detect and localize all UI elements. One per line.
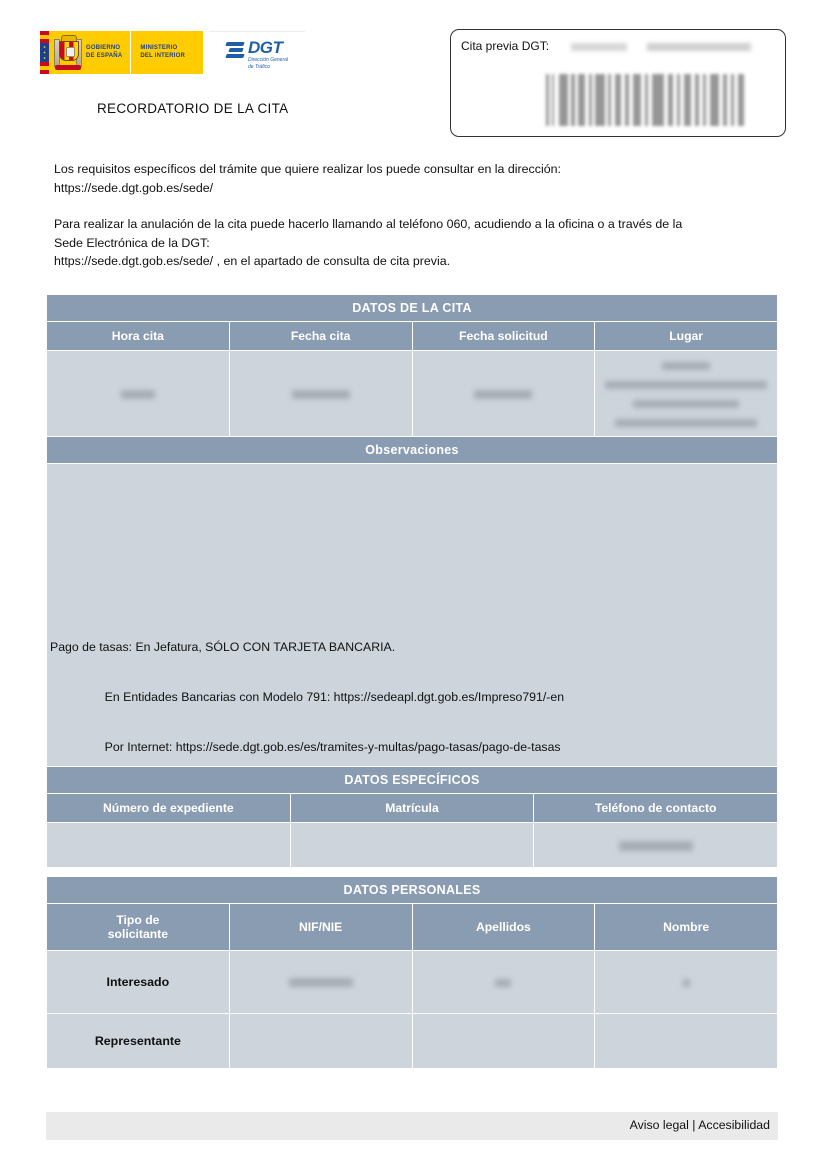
table-band-row (47, 767, 778, 794)
cell-nif-representante (229, 1014, 412, 1069)
barcode-code-value-redacted (571, 43, 627, 51)
apellidos-interesado-redacted (495, 979, 511, 987)
table-row (47, 823, 778, 868)
institutional-logo-strip (40, 31, 305, 74)
table-row (47, 951, 778, 1014)
dgt-subtitle-line-2: de Tráfico (248, 63, 270, 70)
dgt-wordmark: DGT (248, 37, 283, 57)
table-row (47, 1014, 778, 1069)
ministerio-line-1: MINISTERIO (140, 45, 178, 51)
table-band-row (47, 877, 778, 904)
appointment-barcode-box (450, 29, 786, 137)
dgt-subtitle-line-1: Dirección General (248, 56, 289, 63)
spain-coat-of-arms-icon (54, 34, 82, 72)
ministerio-del-interior-logo (131, 31, 203, 74)
intro-paragraph-2-line-3: https://sede.dgt.gob.es/sede/ , en el apartado de consulta de cita previa. (54, 254, 451, 268)
intro-paragraph-1-line-1: Los requisitos específicos del trámite que quiere realizar los puede consultar en la dirección: (54, 162, 561, 176)
cell-tipo-representante: Representante (47, 1014, 230, 1069)
observations-line-1: Pago de tasas: En Jefatura, SÓLO CON TARJETA BANCARIA. (50, 640, 396, 655)
page-footer (46, 1112, 778, 1140)
observations-line-2: En Entidades Bancarias con Modelo 791: https://sedeapl.dgt.gob.es/Impreso791/-en (50, 689, 565, 704)
table-band-row (47, 295, 778, 322)
cell-tipo-interesado: Interesado (47, 951, 230, 1014)
observations-body-cell (47, 464, 778, 776)
intro-paragraph-2-line-1: Para realizar la anulación de la cita puede hacerlo llamando al teléfono 060, acudiendo a la oficina o a través de la (54, 217, 683, 231)
cell-nombre-representante (595, 1014, 778, 1069)
header-nombre: Nombre (595, 904, 778, 951)
hora-cita-value-redacted (121, 390, 155, 399)
cell-hora-cita (47, 351, 230, 438)
cell-apellidos-interesado (412, 951, 595, 1014)
document-header (0, 0, 826, 152)
header-nif-nie: NIF/NIE (229, 904, 412, 951)
ministerio-line-2: DEL INTERIOR (140, 52, 186, 59)
barcode-reference-value-redacted (647, 43, 751, 51)
header-matricula: Matrícula (290, 794, 534, 823)
page-title: RECORDATORIO DE LA CITA (97, 101, 289, 116)
lugar-line-1-redacted (662, 362, 710, 370)
cell-nif-interesado (229, 951, 412, 1014)
intro-paragraph-1-line-2: https://sede.dgt.gob.es/sede/ (54, 180, 214, 195)
gobierno-de-espana-logo (40, 31, 130, 74)
observations-band: Observaciones (47, 437, 778, 464)
header-lugar: Lugar (595, 322, 778, 351)
cell-apellidos-representante (412, 1014, 595, 1069)
header-telefono-contacto: Teléfono de contacto (534, 794, 778, 823)
telefono-value-redacted (619, 841, 693, 851)
gobierno-logo-text (86, 45, 130, 60)
header-fecha-solicitud: Fecha solicitud (412, 322, 595, 351)
dgt-arrows-icon (226, 40, 246, 62)
header-apellidos: Apellidos (412, 904, 595, 951)
cell-telefono-contacto (534, 823, 778, 868)
fecha-solicitud-value-redacted (474, 390, 532, 399)
header-tipo-line-1: Tipo de (116, 913, 160, 927)
footer-links[interactable]: Aviso legal | Accesibilidad (629, 1118, 770, 1132)
table-header-row (47, 904, 778, 951)
cell-matricula (290, 823, 534, 868)
dgt-logo (209, 31, 305, 75)
specific-data-band: DATOS ESPECÍFICOS (47, 767, 778, 794)
lugar-line-2-redacted (605, 381, 767, 389)
nombre-interesado-redacted (683, 979, 690, 987)
cell-fecha-solicitud (412, 351, 595, 438)
header-tipo-solicitante (47, 904, 230, 951)
observations-table (46, 436, 778, 776)
lugar-line-3-redacted (633, 400, 739, 408)
header-tipo-line-2: solicitante (107, 927, 169, 941)
table-row (47, 464, 778, 776)
personal-data-band: DATOS PERSONALES (47, 877, 778, 904)
fecha-cita-value-redacted (292, 390, 350, 399)
specific-data-table (46, 766, 778, 868)
cell-fecha-cita (229, 351, 412, 438)
gobierno-line-1: GOBIERNO (86, 45, 121, 51)
barcode-image (546, 74, 746, 126)
header-hora-cita: Hora cita (47, 322, 230, 351)
intro-text-block (54, 160, 774, 271)
table-header-row (47, 794, 778, 823)
header-numero-expediente: Número de expediente (47, 794, 291, 823)
spain-flag-icon (40, 31, 49, 74)
ministerio-logo-text (140, 45, 193, 60)
observations-line-3: Por Internet: https://sede.dgt.gob.es/es/tramites-y-multas/pago-tasas/pago-de-tasas (50, 739, 561, 754)
lugar-line-4-redacted (615, 419, 757, 427)
barcode-label: Cita previa DGT: (461, 39, 550, 53)
appointment-data-table (46, 294, 778, 438)
nif-interesado-redacted (289, 978, 353, 987)
table-row (47, 351, 778, 438)
header-fecha-cita: Fecha cita (229, 322, 412, 351)
table-band-row (47, 437, 778, 464)
intro-paragraph-2-line-2: Sede Electrónica de la DGT: (54, 235, 210, 250)
appointment-data-band: DATOS DE LA CITA (47, 295, 778, 322)
table-header-row (47, 322, 778, 351)
personal-data-table (46, 876, 778, 1069)
gobierno-line-2: DE ESPAÑA (86, 52, 123, 59)
cell-nombre-interesado (595, 951, 778, 1014)
cell-numero-expediente (47, 823, 291, 868)
cell-lugar (595, 351, 778, 438)
